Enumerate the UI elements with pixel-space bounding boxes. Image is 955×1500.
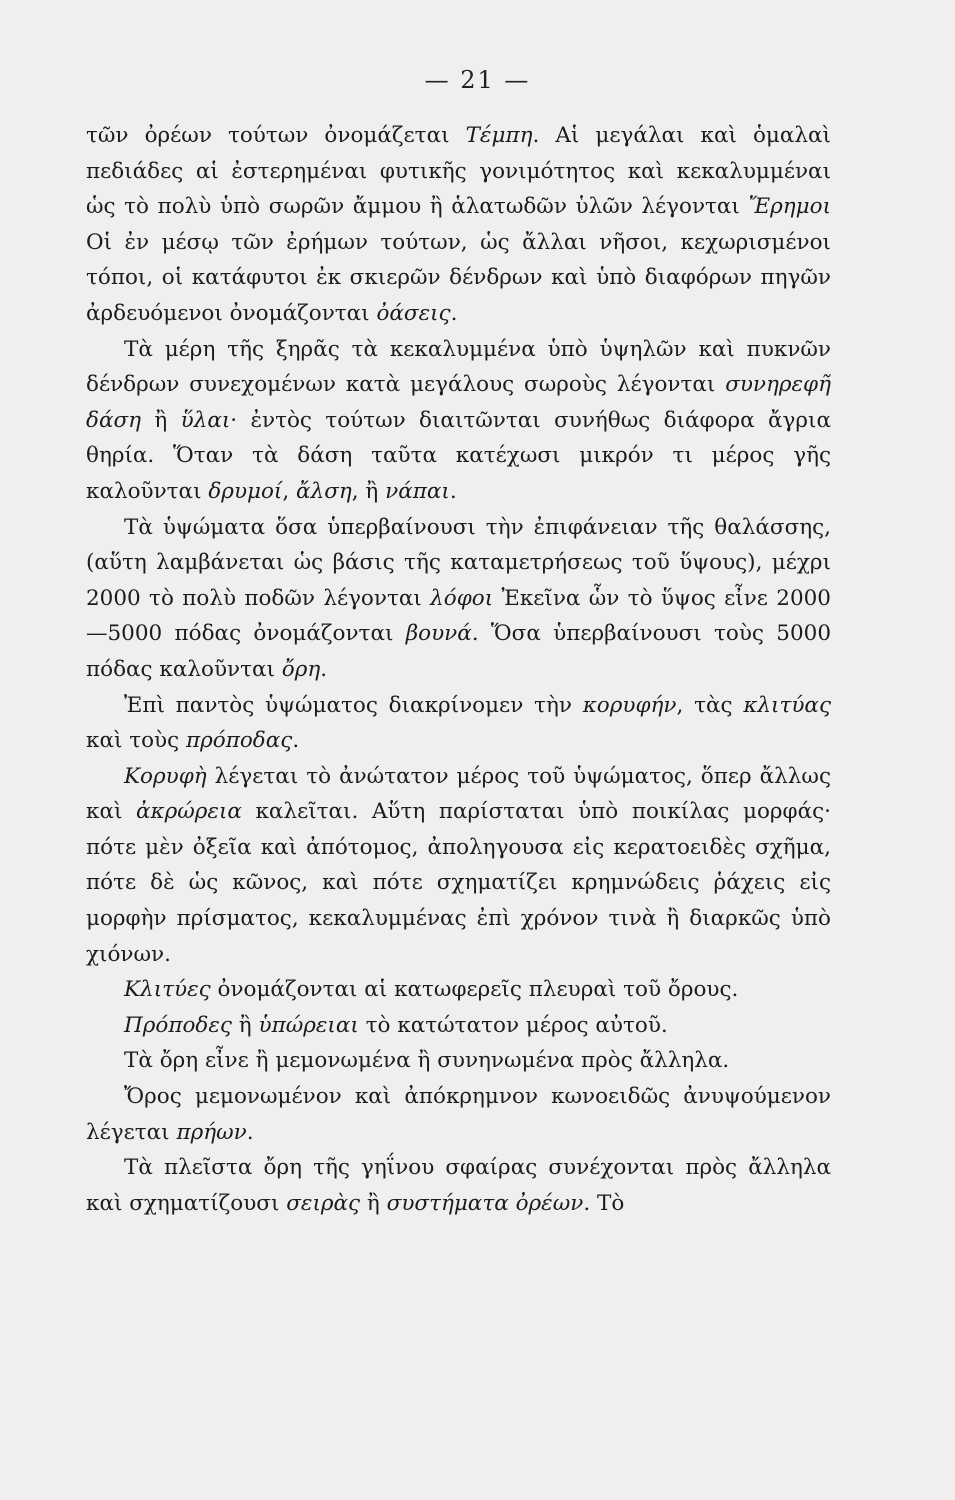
italic-term: ἀκρώρεια — [135, 799, 242, 825]
italic-term: λόφοι — [430, 585, 494, 611]
text-run: ἢ — [360, 1190, 387, 1216]
text-run: . Ὅσα ὑπερβαίνουσι τοὺς 5000 πόδας καλοῦνται — [86, 621, 831, 682]
italic-term: Κλιτύες — [124, 977, 211, 1003]
italic-term: σειρὰς — [286, 1190, 361, 1216]
text-run: Οἱ ἐν μέσῳ τῶν ἐρήμων τούτων, ὡς ἄλλαι νῆσοι, κεχωρισμένοι τόποι, οἱ κατάφυτοι ἐκ σκιερῶν δένδρων καὶ ὑπὸ διαφόρων πηγῶν ἀρδευόμενοι ὀνομάζονται — [86, 229, 831, 326]
text-run: Ἐκεῖνα ὧν τὸ ὕψος εἶνε 2000—5000 πόδας ὀνομάζονται — [86, 585, 831, 647]
italic-term: συνηρεφῆ δάση — [86, 372, 831, 433]
paragraph — [86, 1079, 831, 1150]
text-run: καλεῖται. Αὕτη παρίσταται ὑπὸ ποικίλας μορφάς· πότε μὲν ὀξεῖα καὶ ἀπότομος, ἀποληγουσα εἰς κερατοειδὲς σχῆμα, πότε δὲ ὡς κῶνος, καὶ πότε σχηματίζει κρημνώδεις ῥάχεις εἰς μορφὴν πρίσματος, κεκαλυμμένας ἐπὶ χρόνον τινὰ ἢ διαρκῶς ὑπὸ χιόνων. — [86, 799, 831, 967]
italic-term: δρυμοί — [208, 478, 283, 504]
italic-term: Τέμπη — [465, 123, 533, 148]
body-text — [86, 118, 831, 1221]
italic-term: ὕλαι — [180, 407, 231, 433]
text-run: . — [246, 1119, 254, 1145]
paragraph — [86, 759, 831, 973]
text-run: Τὰ ὑψώματα ὅσα ὑπερβαίνουσι τὴν ἐπιφάνειαν τῆς θαλάσσης, (αὕτη λαμβάνεται ὡς βάσις τῆς καταμετρήσεως τοῦ ὕψους), μέχρι 2000 τὸ πολὺ ποδῶν λέγονται — [86, 514, 831, 611]
paragraph — [86, 688, 831, 759]
italic-term: ὀρέων — [515, 1190, 584, 1216]
text-run: λέγεται τὸ ἀνώτατον μέρος τοῦ ὑψώματος, ὅπερ ἄλλως καὶ — [86, 763, 831, 825]
italic-term: πρήων — [176, 1119, 247, 1145]
italic-term: ὀάσεις — [376, 300, 451, 326]
text-run: , τὰς — [676, 692, 744, 718]
italic-term: βουνά — [405, 621, 472, 647]
italic-term: Ἔρημοι — [748, 194, 831, 220]
text-run: · ἐντὸς τούτων διαιτῶνται συνήθως διάφορα ἄγρια θηρία. Ὅταν τὰ δάση ταῦτα κατέχωσι μικρόν τι μέρος γῆς καλοῦνται — [86, 407, 831, 504]
text-run: Τὰ μέρη τῆς ξηρᾶς τὰ κεκαλυμμένα ὑπὸ ὑψηλῶν καὶ πυκνῶν δένδρων συνεχομένων κατὰ μεγάλους σωροὺς λέγονται — [86, 336, 831, 398]
italic-term: ἄλση — [296, 478, 352, 504]
text-run: Ἐπὶ παντὸς ὑψώματος διακρίνομεν τὴν — [124, 692, 583, 718]
italic-term: συστήματα — [386, 1190, 509, 1216]
paragraph — [86, 972, 831, 1008]
italic-term: ὄρη — [281, 656, 321, 682]
text-run: . Αἱ μεγάλαι καὶ ὁμαλαὶ πεδιάδες αἱ ἐστερημέναι φυτικῆς γονιμότητος καὶ κεκαλυμμέναι ὡς τὸ πολὺ ὑπὸ σωρῶν ἄμμου ἢ ἁλατωδῶν ὑλῶν λέγονται — [86, 123, 831, 220]
text-run: . Τὸ — [583, 1190, 625, 1216]
text-run: ἢ — [141, 407, 181, 433]
paragraph — [86, 1008, 831, 1044]
italic-term: ὑπώρειαι — [258, 1012, 359, 1038]
text-run: τὸ κατώτατον μέρος αὐτοῦ. — [358, 1012, 668, 1038]
text-run: Ὄρος μεμονωμένον καὶ ἀπόκρημνον κωνοειδῶς ἀνυψούμενον λέγεται — [86, 1084, 831, 1145]
italic-term: Κορυφὴ — [124, 763, 207, 789]
italic-term: πρόποδας — [186, 728, 293, 754]
italic-term: κορυφήν — [582, 692, 677, 718]
text-run: τῶν ὀρέων τούτων ὀνομάζεται — [86, 123, 466, 148]
text-run: . — [449, 478, 457, 504]
paragraph — [86, 1043, 831, 1079]
text-run: , — [282, 478, 297, 504]
text-run: Τὰ πλεῖστα ὄρη τῆς γηΐνου σφαίρας συνέχονται πρὸς ἄλληλα καὶ σχηματίζουσι — [86, 1155, 831, 1216]
text-run: , ἢ — [351, 478, 386, 504]
text-run: . — [450, 300, 458, 326]
italic-term: Πρόποδες — [124, 1012, 232, 1038]
paragraph — [86, 510, 831, 688]
text-run: . — [320, 656, 328, 682]
paragraph — [86, 118, 831, 332]
paragraph — [86, 332, 831, 510]
italic-term: νάπαι — [385, 478, 450, 504]
text-run: Τὰ ὄρη εἶνε ἢ μεμονωμένα ἢ συνηνωμένα πρὸς ἄλληλα. — [124, 1048, 730, 1074]
italic-term: κλιτύας — [743, 692, 831, 718]
text-run: . — [292, 728, 300, 754]
paragraph — [86, 1150, 831, 1221]
page-number: — 21 — — [424, 66, 531, 94]
text-run: ἢ — [231, 1012, 259, 1038]
text-run: ὀνομάζονται αἱ κατωφερεῖς πλευραὶ τοῦ ὄρους. — [210, 977, 739, 1003]
text-run — [509, 1191, 516, 1216]
text-run: καὶ τοὺς — [86, 728, 187, 754]
